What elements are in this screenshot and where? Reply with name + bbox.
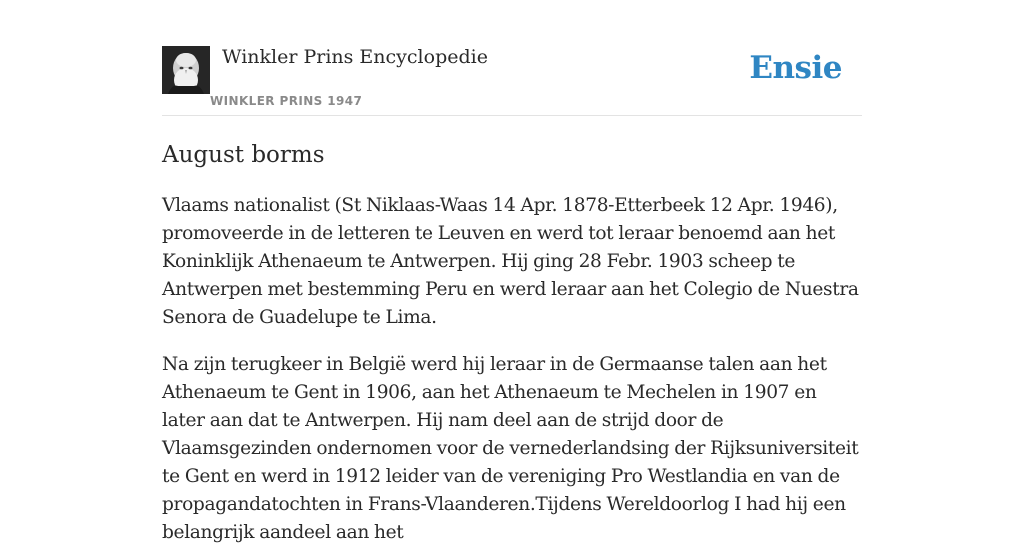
content-container [162,0,862,547]
article-title: August borms [162,142,325,168]
ensie-logo[interactable]: Ensie [749,50,842,86]
author-avatar[interactable] [162,46,210,94]
article-paragraph: Vlaams nationalist (St Niklaas-Waas 14 Apr. 1878-Etterbeek 12 Apr. 1946), promoveerde in de letteren te Leuven en werd tot leraar benoemd aan het Koninklijk Athenaeum te Antwerpen. Hij ging 28 Febr. 1903 scheep te Antwerpen met bestemming Peru en werd leraar aan het Colegio de Nuestra Senora de Guadelupe te Lima. [162,195,859,328]
bearded-man-portrait-icon [162,46,210,94]
site-subtitle[interactable]: WINKLER PRINS 1947 [210,94,363,108]
site-header [162,0,862,116]
article-paragraph: Na zijn terugkeer in België werd hij leraar in de Germaanse talen aan het Athenaeum te Gent in 1906, aan het Athenaeum te Mechelen in 1907 en later aan dat te Antwerpen. Hij nam deel aan de strijd door de Vlaamsgezinden ondernomen voor de vernederlandsing der Rijksuniversiteit te Gent en werd in 1912 leider van de vereniging Pro Westlandia en van de propagandatochten in Frans-Vlaanderen.Tijdens Wereldoorlog I had hij een belangrijk aandeel aan het [162,354,859,543]
site-title[interactable]: Winkler Prins Encyclopedie [222,46,488,68]
